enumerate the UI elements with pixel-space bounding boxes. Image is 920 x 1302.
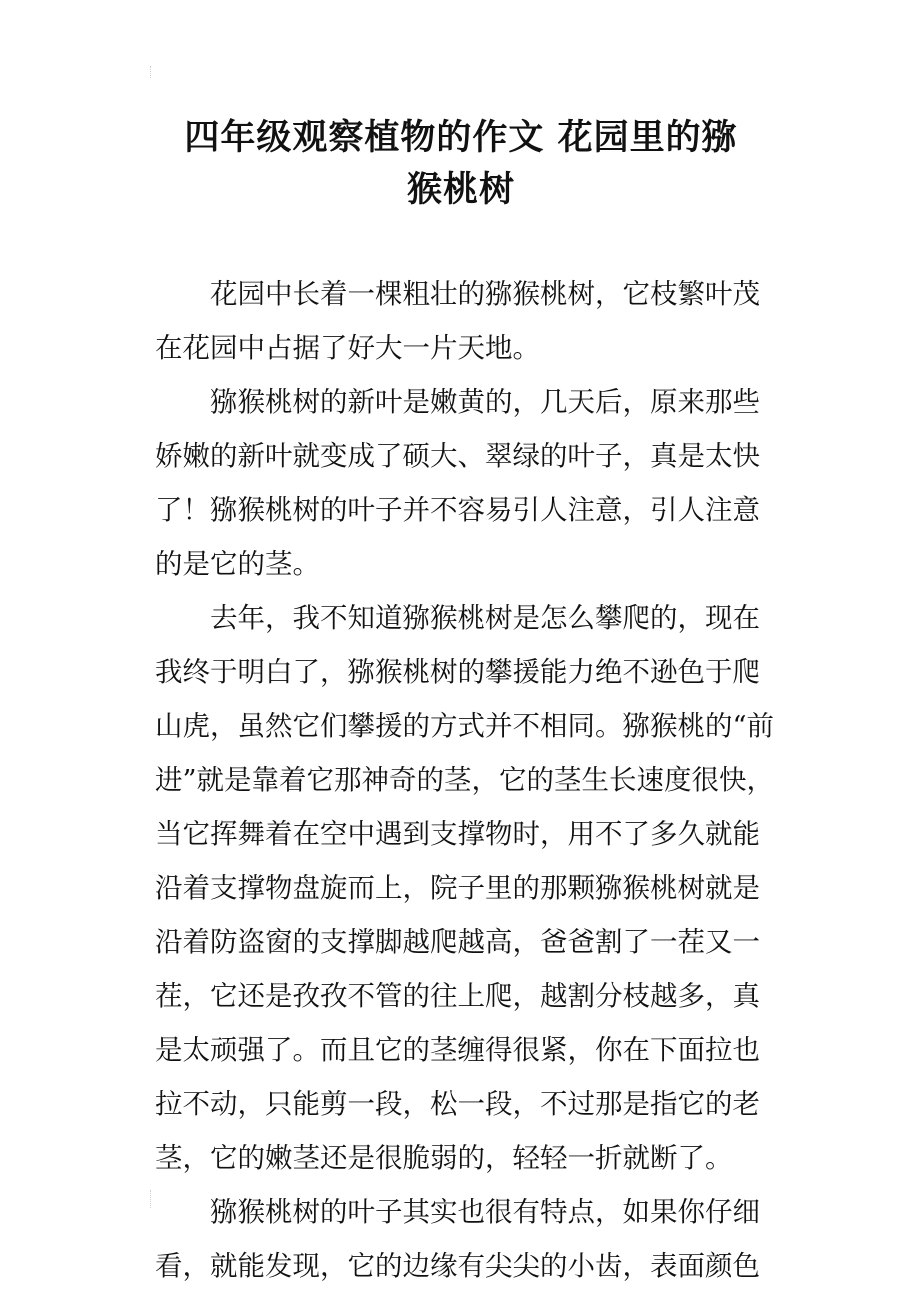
- paragraph-4: [155, 1185, 775, 1293]
- paragraph-line: 猕猴桃树的叶子其实也很有特点，如果你仔细: [210, 1196, 760, 1228]
- paragraph-line: 沿着防盗窗的支撑脚越爬越高，爸爸割了一茬又一: [155, 926, 760, 958]
- corner-crop-mark-bottom: [150, 1190, 157, 1208]
- paragraph-line: 花园中长着一棵粗壮的猕猴桃树，它枝繁叶茂: [210, 278, 760, 310]
- paragraph-line: 拉不动，只能剪一段，松一段，不过那是指它的老: [155, 1088, 760, 1120]
- paragraph-line: 在花园中占据了好大一片天地。: [155, 332, 540, 364]
- paragraph-line: 茬，它还是孜孜不管的往上爬，越割分枝越多，真: [155, 980, 760, 1012]
- document-title: [150, 112, 772, 216]
- paragraph-line: 了！猕猴桃树的叶子并不容易引人注意，引人注意: [155, 494, 760, 526]
- title-line-2: 猴桃树: [406, 170, 515, 210]
- corner-crop-mark-top: [150, 66, 157, 78]
- paragraph-line: 的是它的茎。: [155, 548, 320, 580]
- paragraph-line: 山虎，虽然它们攀援的方式并不相同。猕猴桃的“前: [155, 710, 775, 742]
- paragraph-line: 我终于明白了，猕猴桃树的攀援能力绝不逊色于爬: [155, 656, 760, 688]
- paragraph-line: 去年，我不知道猕猴桃树是怎么攀爬的，现在: [210, 602, 760, 634]
- paragraph-1: [155, 267, 775, 375]
- paragraph-line: 娇嫩的新叶就变成了硕大、翠绿的叶子，真是太快: [155, 440, 760, 472]
- paragraph-line: 是太顽强了。而且它的茎缠得很紧，你在下面拉也: [155, 1034, 760, 1066]
- title-line-1: 四年级观察植物的作文 花园里的猕: [184, 118, 738, 158]
- paragraph-2: [155, 375, 775, 591]
- paragraph-line: 进”就是靠着它那神奇的茎，它的茎生长速度很快，: [155, 764, 775, 796]
- paragraph-line: 看，就能发现，它的边缘有尖尖的小齿，表面颜色: [155, 1250, 760, 1282]
- document-body: [155, 267, 775, 1293]
- paragraph-line: 当它挥舞着在空中遇到支撑物时，用不了多久就能: [155, 818, 760, 850]
- paragraph-line: 沿着支撑物盘旋而上，院子里的那颗猕猴桃树就是: [155, 872, 760, 904]
- paragraph-3: [155, 591, 775, 1185]
- paragraph-line: 茎，它的嫩茎还是很脆弱的，轻轻一折就断了。: [155, 1142, 733, 1174]
- paragraph-line: 猕猴桃树的新叶是嫩黄的，几天后，原来那些: [210, 386, 760, 418]
